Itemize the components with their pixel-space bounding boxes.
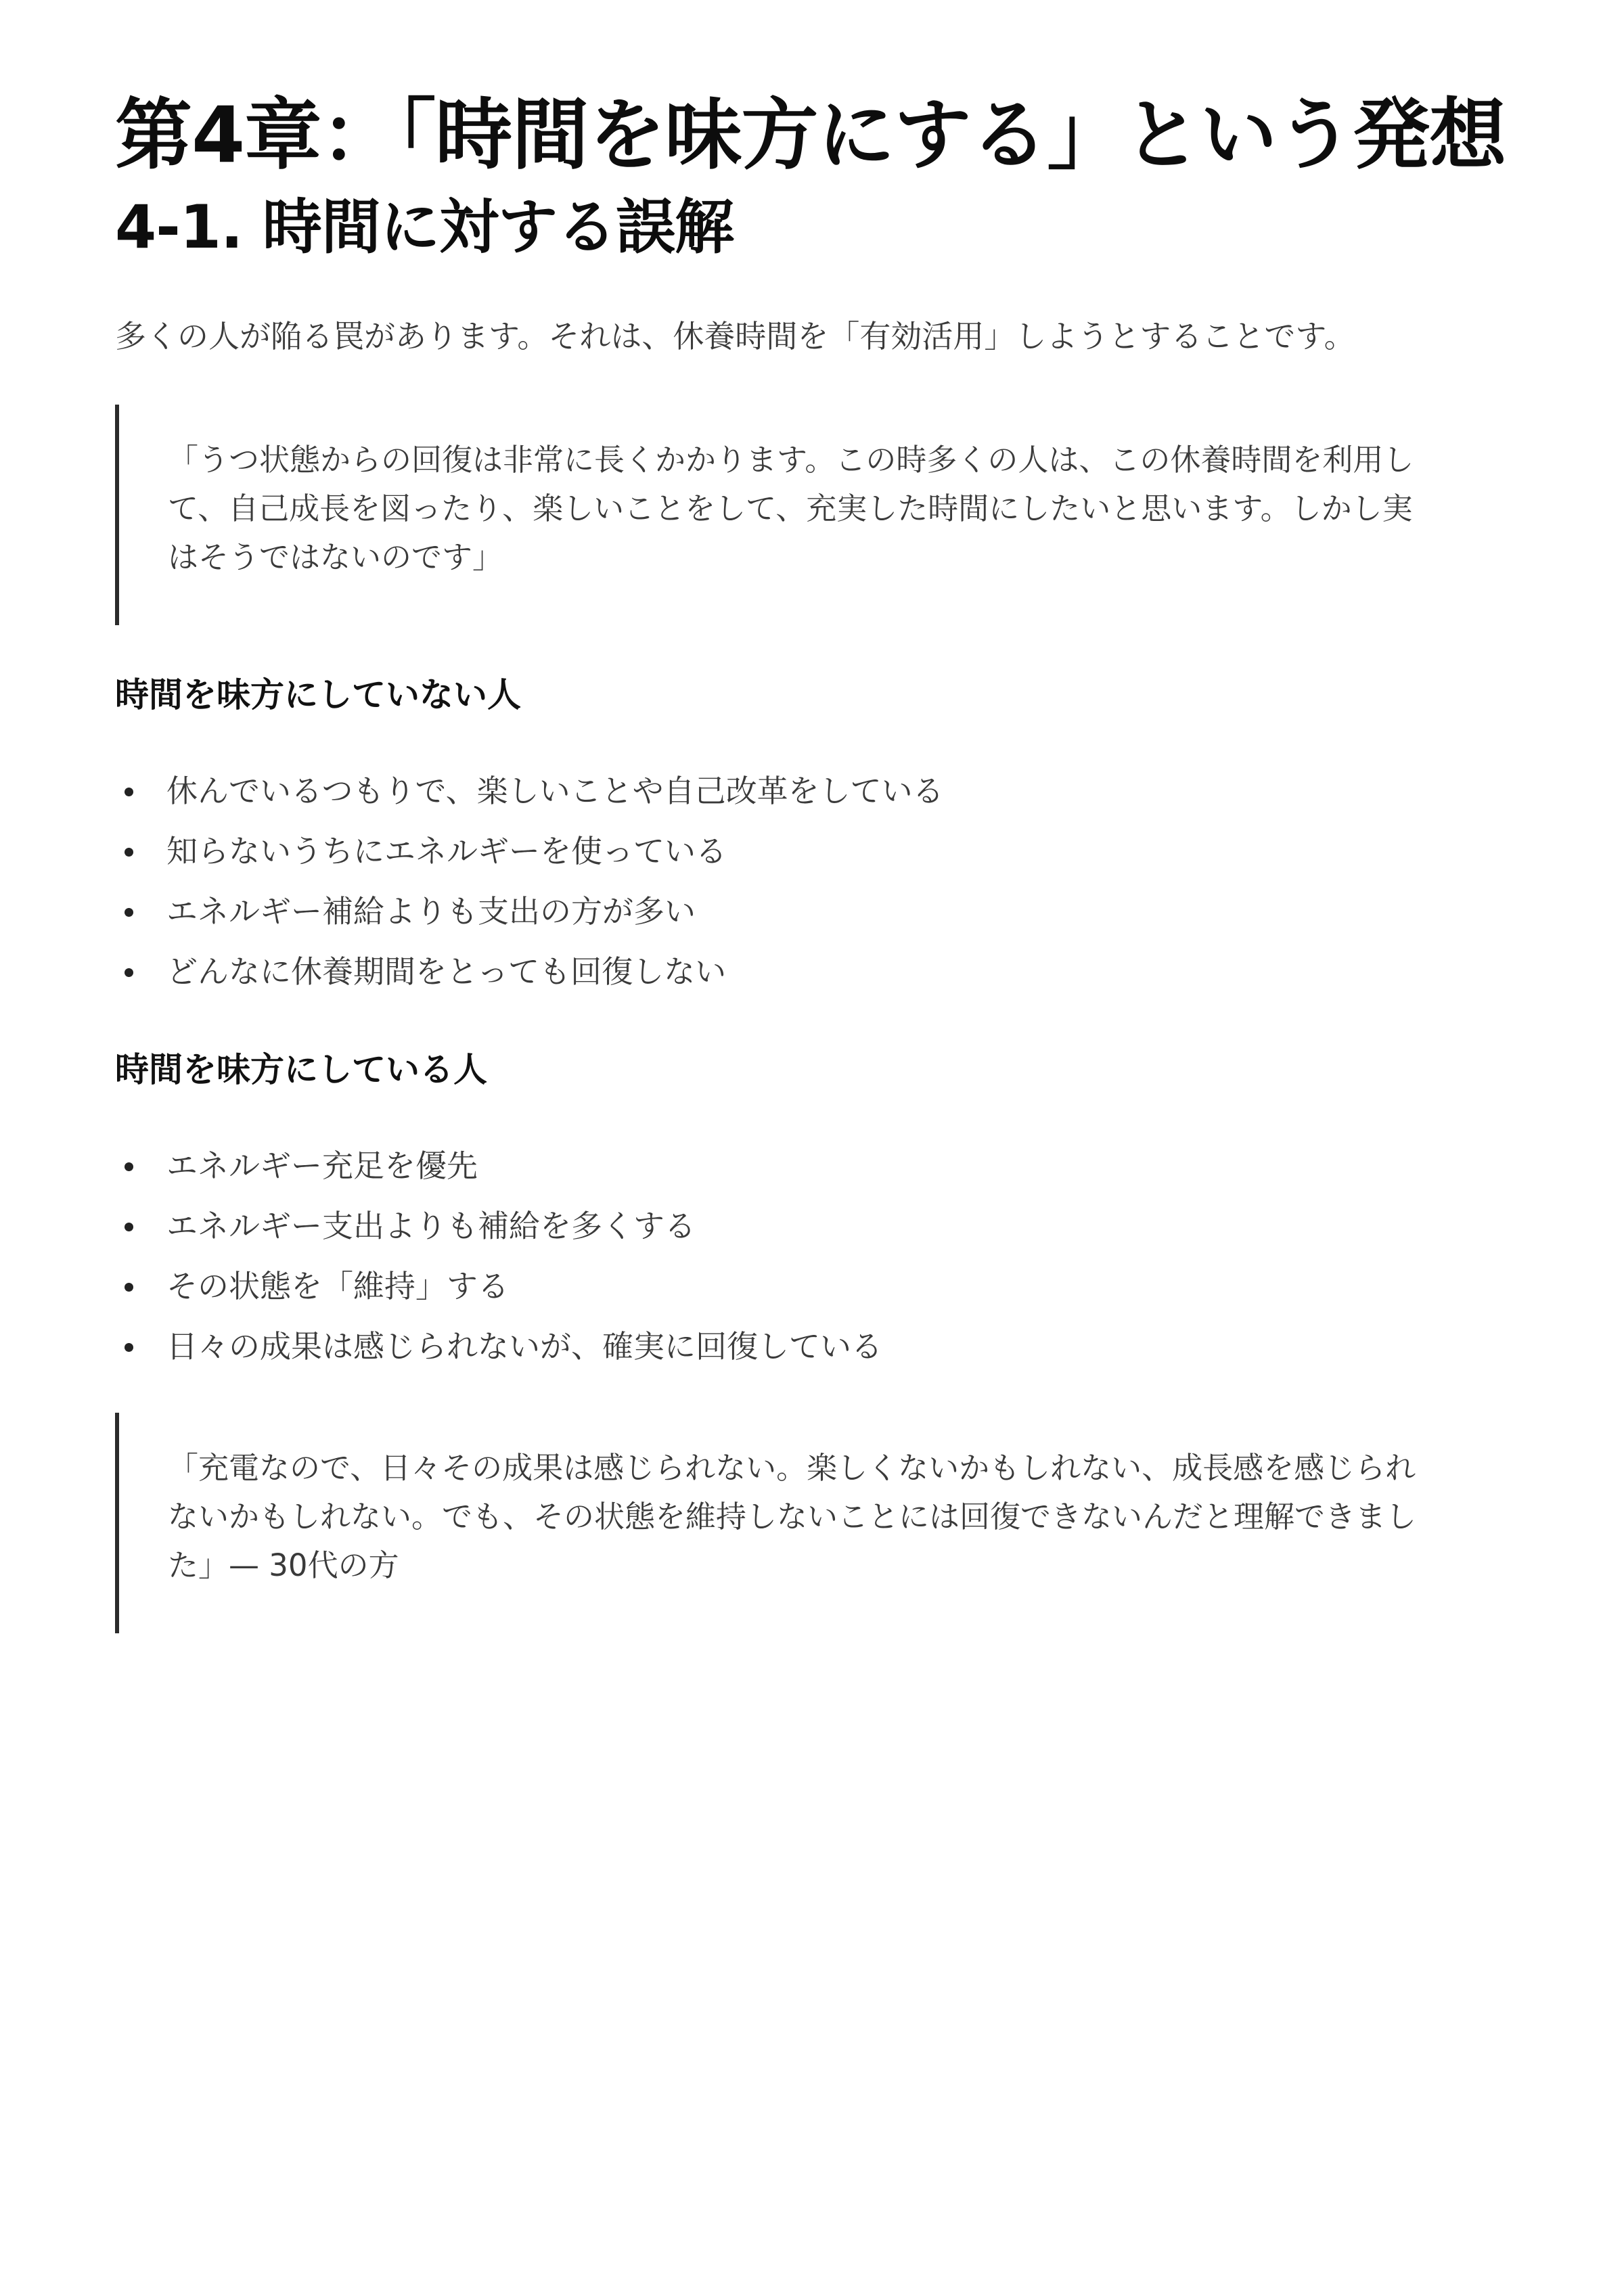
list-item-text: エネルギー補給よりも支出の方が多い (166, 893, 696, 930)
chapter-title: 第4章：「時間を味方にする」という発想 (115, 90, 1506, 180)
bullet-list-ally (115, 1142, 882, 1383)
list-item-text: 知らないうちにエネルギーを使っている (166, 833, 727, 869)
subheading-ally: 時間を味方にしている人 (115, 1050, 487, 1089)
quote-line: て、自己成長を図ったり、楽しいことをして、充実した時間にしたいと思います。しかし実 (168, 491, 1413, 526)
bullet-icon (125, 1283, 133, 1292)
bullet-list-not-ally (115, 767, 944, 1008)
list-item (115, 1142, 882, 1202)
quote-line: 「うつ状態からの回復は非常に長くかかります。この時多くの人は、この休養時間を利用し (168, 442, 1414, 478)
list-item (115, 888, 944, 948)
quote-line: 「充電なので、日々その成果は感じられない。楽しくないかもしれない、成長感を感じられ (168, 1450, 1416, 1486)
list-item (115, 1263, 882, 1323)
list-item (115, 1323, 882, 1383)
list-item-text: どんなに休養期間をとっても回復しない (166, 953, 727, 990)
list-item (115, 827, 944, 888)
blockquote-patient-statement (115, 405, 1495, 625)
subheading-not-ally: 時間を味方にしていない人 (115, 675, 521, 714)
quote-line: はそうではないのです」 (168, 539, 503, 575)
intro-paragraph: 多くの人が陥る罠があります。それは、休養時間を「有効活用」しようとすることです。 (115, 318, 1355, 355)
list-item (115, 948, 944, 1008)
bullet-icon (125, 788, 133, 796)
list-item-text: 休んでいるつもりで、楽しいことや自己改革をしている (166, 773, 944, 809)
blockquote-testimonial (115, 1413, 1495, 1633)
bullet-icon (125, 1162, 133, 1171)
quote-line: た」— 30代の方 (168, 1547, 399, 1583)
list-item-text: その状態を「維持」する (166, 1268, 509, 1304)
quote-line: ないかもしれない。でも、その状態を維持しないことには回復できないんだと理解できまし (168, 1499, 1417, 1535)
bullet-icon (125, 1223, 133, 1231)
bullet-icon (125, 848, 133, 857)
list-item-text: エネルギー支出よりも補給を多くする (166, 1208, 696, 1244)
bullet-icon (125, 1343, 133, 1352)
list-item (115, 1202, 882, 1263)
section-title: 4-1. 時間に対する誤解 (115, 192, 734, 262)
list-item-text: エネルギー充足を優先 (166, 1148, 478, 1184)
list-item-text: 日々の成果は感じられないが、確実に回復している (166, 1328, 882, 1365)
bullet-icon (125, 908, 133, 917)
list-item (115, 767, 944, 827)
bullet-icon (125, 968, 133, 977)
